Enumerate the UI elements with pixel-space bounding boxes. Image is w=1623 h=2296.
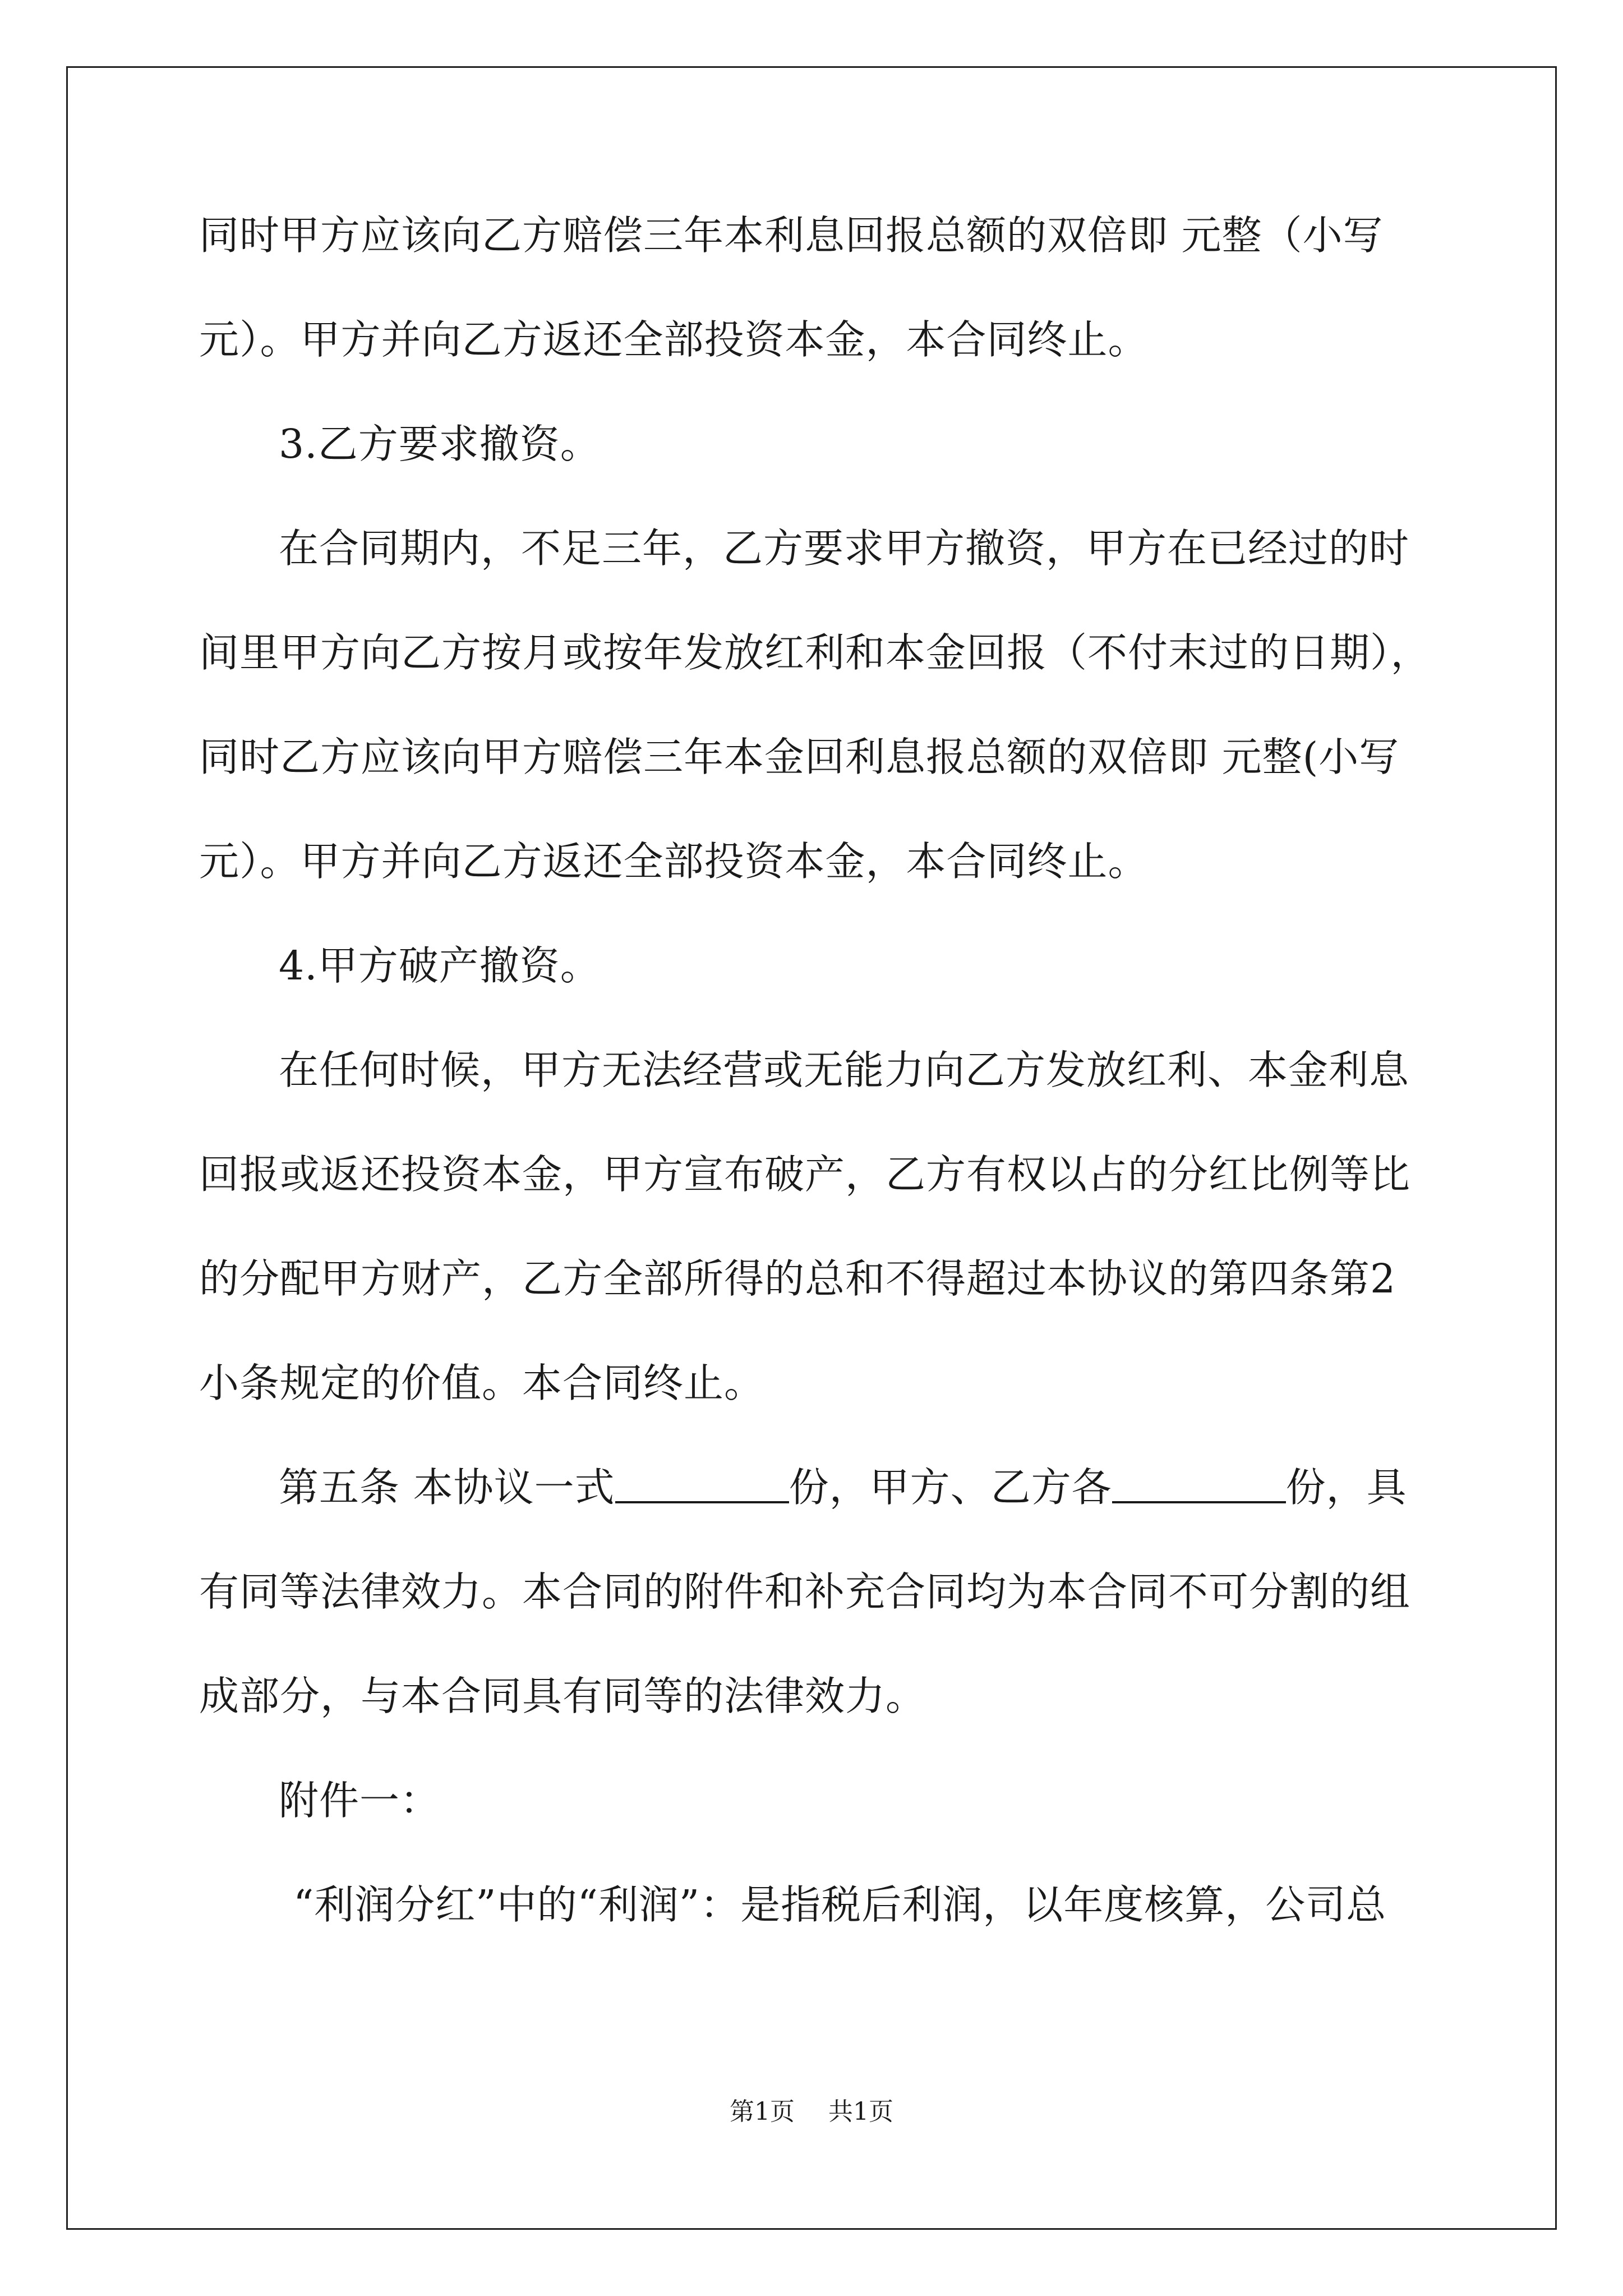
text-line: 同时甲方应该向乙方赔偿三年本利息回报总额的双倍即 元整（小写	[199, 212, 1384, 259]
page-total: 共1页	[828, 2097, 893, 2126]
text-line: “利润分红”中的“利润”：是指税后利润，以年度核算，公司总	[293, 1881, 1387, 1928]
list-item-heading: 4.甲方破产撤资。	[279, 942, 601, 989]
list-item-heading: 3.乙方要求撤资。	[279, 421, 601, 467]
article-five-part2: 份，甲方、乙方各	[789, 1464, 1112, 1511]
text-line: 在合同期内，不足三年，乙方要求甲方撤资，甲方在已经过的时	[279, 525, 1410, 572]
text-line: 在任何时候，甲方无法经营或无能力向乙方发放红利、本金利息	[279, 1047, 1410, 1093]
text-line: 有同等法律效力。本合同的附件和补充合同均为本合同不可分割的组	[199, 1568, 1411, 1615]
copies-each-blank	[1112, 1465, 1286, 1503]
text-line: 的分配甲方财产，乙方全部所得的总和不得超过本协议的第四条第2	[199, 1255, 1396, 1302]
text-line: 同时乙方应该向甲方赔偿三年本金回利息报总额的双倍即 元整(小写	[199, 734, 1400, 780]
article-five-line	[279, 1460, 1407, 1516]
attachment-heading: 附件一：	[279, 1777, 441, 1824]
text-line: 间里甲方向乙方按月或按年发放红利和本金回报（不付末过的日期），	[199, 629, 1431, 676]
text-line: 元）。甲方并向乙方返还全部投资本金，本合同终止。	[199, 838, 1149, 885]
text-line: 元）。甲方并向乙方返还全部投资本金，本合同终止。	[199, 316, 1149, 363]
article-five-part3: 份，具	[1285, 1464, 1407, 1511]
text-line: 小条规定的价值。本合同终止。	[199, 1360, 765, 1406]
article-five-part1: 第五条 本协议一式	[279, 1464, 615, 1511]
text-line: 成部分，与本合同具有同等的法律效力。	[199, 1673, 926, 1719]
text-line: 回报或返还投资本金，甲方宣布破产，乙方有权以占的分红比例等比	[199, 1151, 1411, 1198]
page-footer	[0, 2095, 1623, 2129]
page-number: 第1页	[730, 2097, 795, 2126]
copies-total-blank	[615, 1465, 789, 1503]
